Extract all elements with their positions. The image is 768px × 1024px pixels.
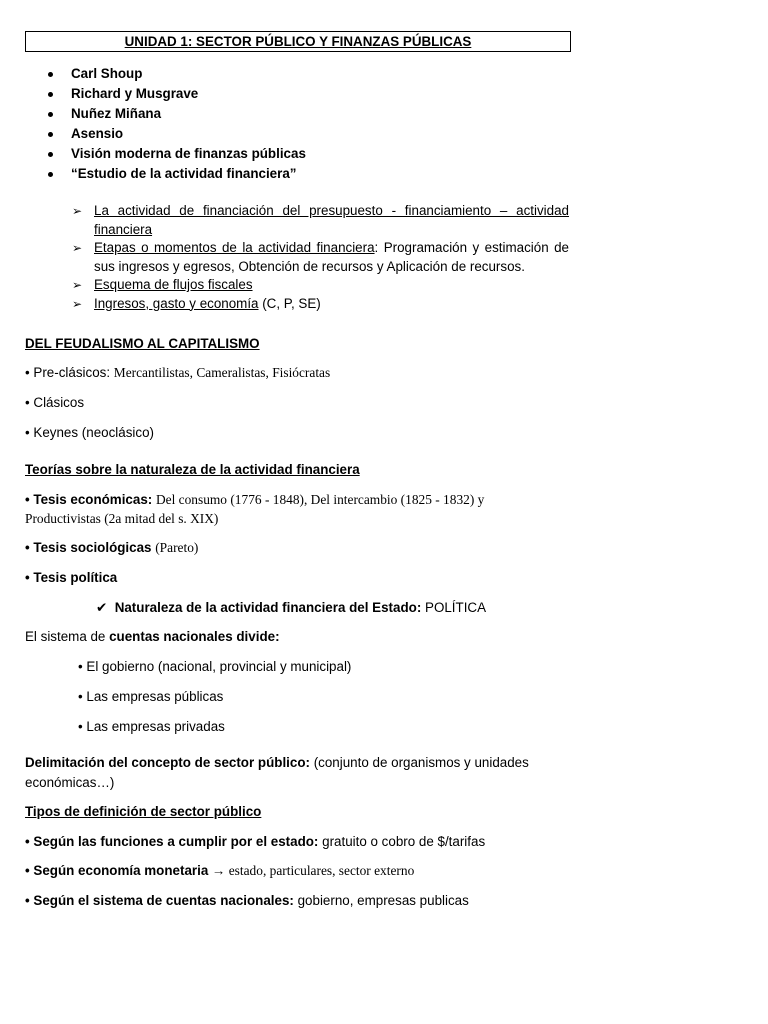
title-text: UNIDAD 1: SECTOR PÚBLICO Y FINANZAS PÚBLICAS [124,34,472,49]
cuentas-item: • Las empresas privadas [78,719,225,734]
tesis-sociologicas-line: • Tesis sociológicas (Pareto) [25,540,199,555]
funciones-line: • Según las funciones a cumplir por el estado: gratuito o cobro de $/tarifas [25,834,486,849]
list-item: “Estudio de la actividad financiera” [48,164,306,184]
bullet-dot-icon [48,172,53,177]
naturaleza-line: ✔ Naturaleza de la actividad financiera del Estado: POLÍTICA [96,600,487,615]
cuentas-item: • Las empresas públicas [78,689,224,704]
cuentas-nacionales-line: • Según el sistema de cuentas nacionales: gobierno, empresas publicas [25,893,469,908]
list-item: Carl Shoup [48,64,306,84]
tesis-economicas-line: • Tesis económicas: Del consumo (1776 - 1848), Del intercambio (1825 - 1832) y [25,492,485,507]
list-item: ➢ La actividad de financiación del presupuesto - financiamiento – actividad financiera [72,203,569,237]
tesis-politica-line: • Tesis política [25,570,118,585]
bullet-dot-icon [48,112,53,117]
section-heading-teorias: Teorías sobre la naturaleza de la actividad financiera [25,462,360,477]
arrow-list [72,202,569,313]
section-heading-tipos: Tipos de definición de sector público [25,804,262,819]
monetaria-line: • Según economía monetaria → estado, particulares, sector externo [25,863,415,878]
keynes-line: • Keynes (neoclásico) [25,425,154,440]
list-item: Nuñez Miñana [48,104,306,124]
arrow-bullet-icon: ➢ [72,296,83,311]
list-item: Asensio [48,124,306,144]
bullet-dot-icon [48,72,53,77]
arrow-bullet-icon: ➢ [72,204,83,218]
list-item: ➢ Ingresos, gasto y economía (C, P, SE) [72,295,569,314]
delimitacion-line: Delimitación del concepto de sector público: (conjunto de organismos y unidades [25,755,529,770]
cuentas-item: • El gobierno (nacional, provincial y municipal) [78,659,352,674]
delimitacion-line-2: económicas…) [25,775,115,790]
arrow-bullet-icon: ➢ [72,278,83,292]
preclasicos-line: • Pre-clásicos: Mercantilistas, Cameralistas, Fisiócratas [25,365,331,380]
cuentas-intro-line: El sistema de cuentas nacionales divide: [25,629,280,644]
clasicos-line: • Clásicos [25,395,85,410]
list-item: ➢ Esquema de flujos fiscales [72,276,569,295]
section-heading-feudalismo: DEL FEUDALISMO AL CAPITALISMO [25,336,260,351]
author-list [48,64,306,184]
bullet-dot-icon [48,152,53,157]
bullet-dot-icon [48,92,53,97]
list-item: ➢ Etapas o momentos de la actividad financiera: Programación y estimación de sus ingresos y egresos, Obtención de recursos y Aplicación de recursos. [72,240,569,274]
arrow-bullet-icon: ➢ [72,241,83,255]
bullet-dot-icon [48,132,53,137]
document-title [25,31,571,52]
tesis-economicas-line-2: Productivistas (2a mitad del s. XIX) [25,511,219,526]
list-item: Richard y Musgrave [48,84,306,104]
list-item: Visión moderna de finanzas públicas [48,144,306,164]
check-icon: ✔ [96,600,108,615]
